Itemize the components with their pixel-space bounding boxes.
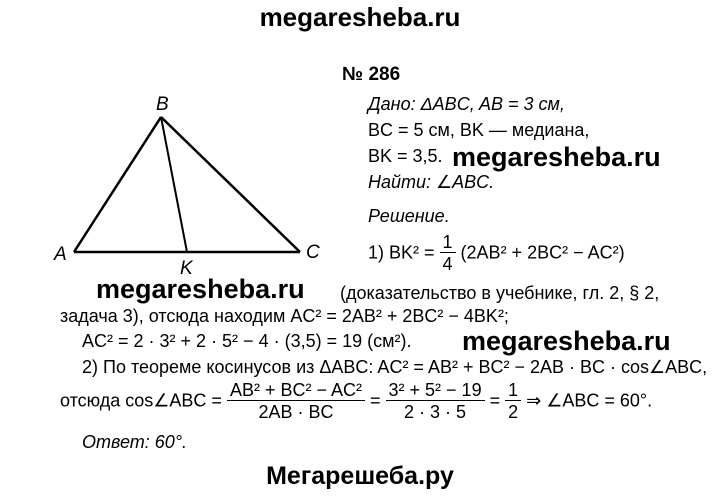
vertex-label-b: B [156, 94, 169, 115]
side-bc [161, 117, 300, 252]
watermark-mid-1: megaresheba.ru [452, 142, 661, 172]
watermark-mid-3: megaresheba.ru [462, 326, 671, 356]
point-label-k: K [180, 258, 193, 279]
find-line: Найти: ∠ABC. [368, 172, 495, 192]
step1-formula: 1) BK² = $\frac{1}{4}$ (2AB² + 2BC² − AC²) [368, 232, 625, 274]
step2-line-1: 2) По теореме косинусов из ΔABC: AC² = AB² + BC² − 2AB · BC · cos∠ABC, [82, 357, 708, 377]
vertex-label-a: A [54, 244, 67, 265]
problem-number: № 286 [342, 64, 401, 85]
given-line-2: BC = 5 см, BK — медиана, [368, 120, 590, 140]
fraction-one-quarter: $\frac{1}{4}$ [440, 232, 456, 275]
step1-line-3: AC² = 2 · 3² + 2 · 5² − 4 · (3,5) = 19 (см²). [82, 331, 412, 351]
step1-note: (доказательство в учебнике, гл. 2, § 2, [340, 283, 660, 303]
watermark-bottom: Мегарешеба.ру [266, 462, 454, 490]
fraction-one-half: $\frac{1}{2}$ [505, 380, 521, 423]
fraction-cosine-general: $\frac{\text{AB² + BC² − AC²}}{2AB \cdot BC}$ [227, 380, 365, 423]
step2-formula: отсюда cos∠ABC = $\frac{\text{AB² + BC² − AC²}}{2AB \cdot BC}$ = $\frac{\text{3² + 5² − 19}}{2 \cdot 3 \cdot 5}$ = $\frac{1}{2}$ ⇒ ∠ABC = 60°. [60, 380, 653, 422]
step1-line-2: задача 3), отсюда находим AC² = 2AB² + 2BC² − 4BK²; [60, 306, 509, 326]
given-line-1: Дано: ΔABC, AB = 3 см, [368, 94, 565, 114]
watermark-mid-2: megaresheba.ru [96, 274, 305, 304]
side-ab [74, 117, 161, 252]
vertex-label-c: C [306, 242, 320, 263]
fraction-cosine-values: $\frac{\text{3² + 5² − 19}}{2 \cdot 3 \cdot 5}$ [386, 380, 485, 423]
solution-heading: Решение. [368, 206, 450, 226]
watermark-top: megaresheba.ru [259, 2, 461, 32]
answer-line: Ответ: 60°. [82, 432, 188, 452]
given-line-3: BK = 3,5. [368, 146, 443, 166]
